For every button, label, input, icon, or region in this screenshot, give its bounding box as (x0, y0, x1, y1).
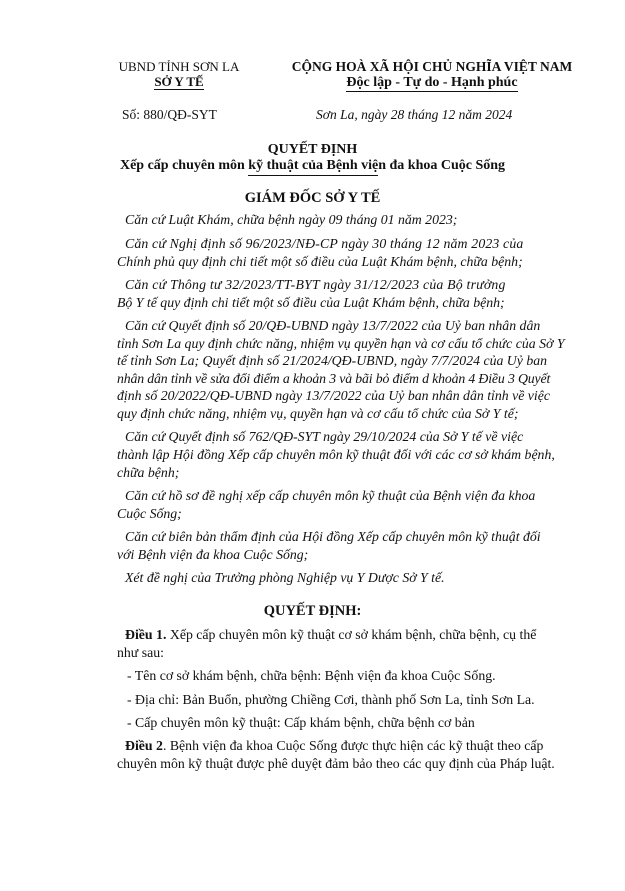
preamble-line: Căn cứ biên bản thẩm định của Hội đồng Xếp cấp chuyên môn kỹ thuật đối (125, 529, 541, 544)
preamble-line: thành lập Hội đồng Xếp cấp chuyên môn kỹ thuật đối với các cơ sở khám bệnh, (117, 447, 555, 462)
agency-name: SỞ Y TẾ (154, 74, 204, 89)
country-name: CỘNG HOÀ XÃ HỘI CHỦ NGHĨA VIỆT NAM (291, 59, 573, 74)
decide-heading: QUYẾT ĐỊNH: (263, 603, 362, 619)
preamble-line: định số 20/2022/QĐ-UBND ngày 13/7/2022 của Uỷ ban nhân dân tỉnh về việc (117, 388, 551, 403)
motto: Độc lập - Tự do - Hạnh phúc (346, 75, 518, 90)
article-1-label: Điều 1. (125, 627, 167, 642)
province-committee: UBND TỈNH SƠN LA (118, 59, 240, 74)
article-2-label: Điều 2 (125, 738, 163, 753)
decision-subject (0, 158, 625, 174)
preamble-line: Căn cứ Quyết định số 762/QĐ-SYT ngày 29/10/2024 của Sở Y tế về việc (125, 429, 524, 444)
preamble-line: Xét đề nghị của Trưởng phòng Nghiệp vụ Y Dược Sở Y tế. (125, 570, 445, 585)
preamble-line: Căn cứ Nghị định số 96/2023/NĐ-CP ngày 30 tháng 12 năm 2023 của (125, 236, 524, 251)
preamble-line: Căn cứ Luật Khám, chữa bệnh ngày 09 tháng 01 năm 2023; (125, 212, 458, 227)
preamble-line: quy định chức năng, nhiệm vụ, quyền hạn và cơ cấu tổ chức của Sở Y tế; (117, 406, 519, 421)
preamble-line: Cuộc Sống; (117, 506, 182, 521)
subject-underline (248, 175, 378, 176)
authority-heading: GIÁM ĐỐC SỞ Y TẾ (244, 190, 381, 206)
preamble-line: Căn cứ Thông tư 32/2023/TT-BYT ngày 31/12/2023 của Bộ trưởng (125, 277, 506, 292)
preamble-line: tế tỉnh Sơn La; Quyết định số 21/2024/QĐ-UBND, ngày 7/7/2024 của Uỷ ban (117, 353, 548, 368)
preamble-line: với Bệnh viện đa khoa Cuộc Sống; (117, 547, 309, 562)
preamble-line: Bộ Y tế quy định chi tiết một số điều của Luật Khám bệnh, chữa bệnh; (117, 295, 505, 310)
preamble-line: nhân dân tỉnh về sửa đổi điểm a khoản 3 và bãi bỏ điểm d khoản 4 Điều 3 Quyết (117, 371, 551, 386)
preamble-line: Căn cứ Quyết định số 20/QĐ-UBND ngày 13/7/2022 của Uỷ ban nhân dân (125, 318, 541, 333)
article-2-line: chuyên môn kỹ thuật được phê duyệt đảm bảo theo các quy định của Pháp luật. (117, 756, 555, 771)
preamble-line: chữa bệnh; (117, 465, 180, 480)
document-number: Số: 880/QĐ-SYT (122, 107, 217, 122)
article-1-line (125, 627, 536, 643)
article-1-item: - Cấp chuyên môn kỹ thuật: Cấp khám bệnh, chữa bệnh cơ bản (127, 715, 475, 730)
article-1-line: như sau: (117, 645, 164, 660)
preamble-line: tỉnh Sơn La quy định chức năng, nhiệm vụ quyền hạn và cơ cấu tổ chức của Sở Y (117, 336, 565, 351)
article-1-item: - Địa chỉ: Bản Buổn, phường Chiềng Cơi, thành phố Sơn La, tỉnh Sơn La. (127, 692, 535, 707)
article-2-line (125, 738, 543, 754)
decision-heading: QUYẾT ĐỊNH (267, 142, 358, 157)
preamble-line: Căn cứ hồ sơ đề nghị xếp cấp chuyên môn kỹ thuật của Bệnh viện đa khoa (125, 488, 536, 503)
article-1-text: Xếp cấp chuyên môn kỹ thuật cơ sở khám bệnh, chữa bệnh, cụ thể (166, 627, 537, 642)
article-1-item: - Tên cơ sở khám bệnh, chữa bệnh: Bệnh viện đa khoa Cuộc Sống. (127, 668, 496, 683)
national-motto-block (272, 59, 592, 92)
decision-subject-text: Xếp cấp chuyên môn kỹ thuật của Bệnh viện đa khoa Cuộc Sống (119, 158, 506, 173)
article-2-text: . Bệnh viện đa khoa Cuộc Sống được thực hiện các kỹ thuật theo cấp (162, 738, 544, 753)
place-and-date: Sơn La, ngày 28 tháng 12 năm 2024 (316, 107, 513, 122)
preamble-line: Chính phủ quy định chi tiết một số điều của Luật Khám bệnh, chữa bệnh; (117, 254, 523, 269)
issuing-agency-block (104, 59, 254, 90)
